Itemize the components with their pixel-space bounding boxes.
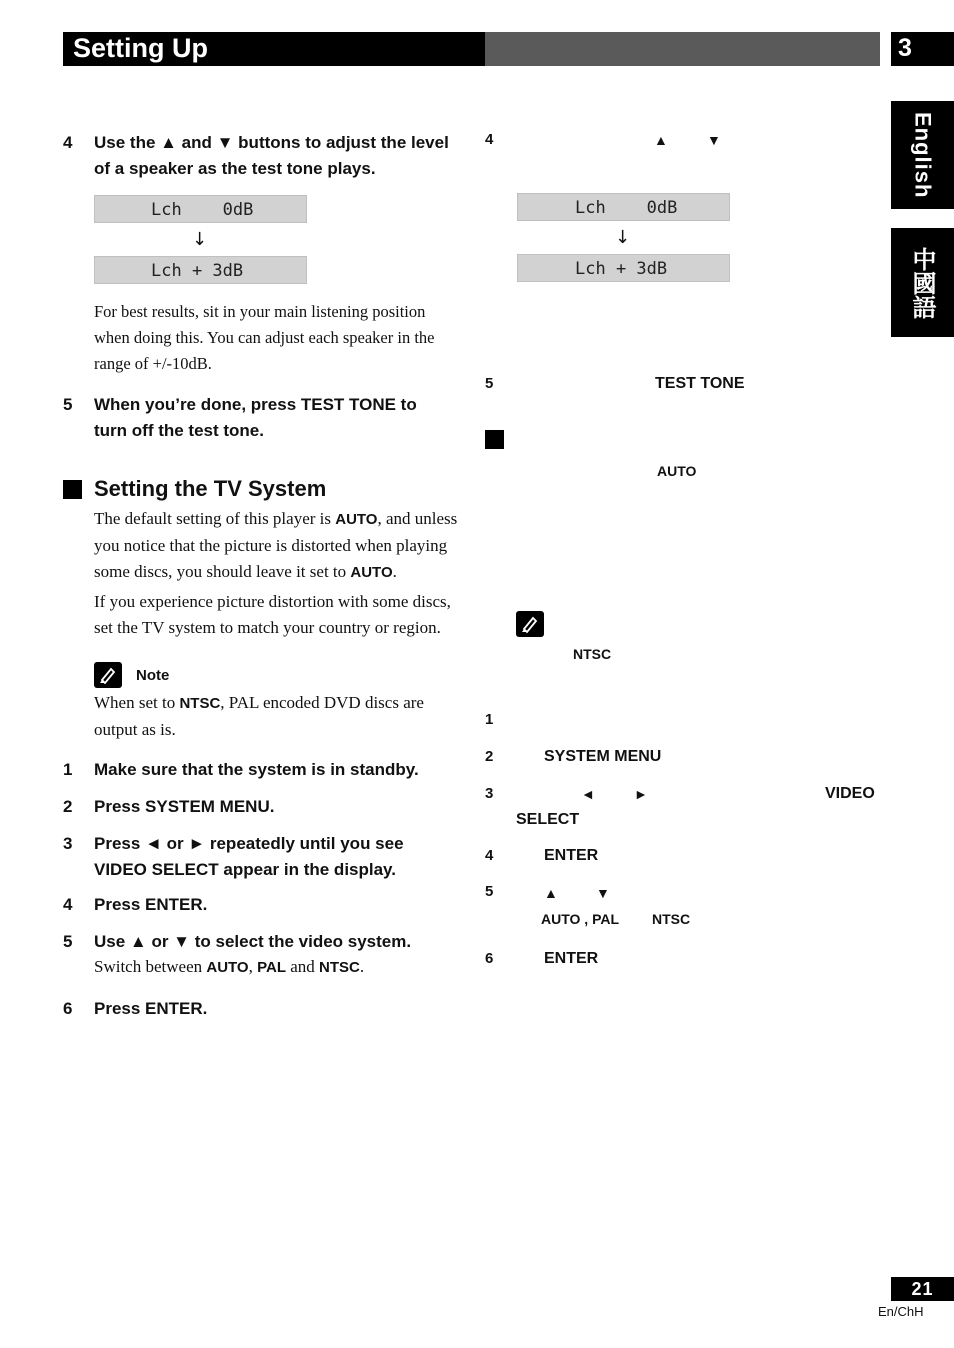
step-text: When you’re done, press TEST TONE to turn off the test tone.	[94, 395, 417, 440]
note-text	[94, 690, 454, 743]
text: , and unless you notice that the picture is distorted when playing some discs, you should leave it set to	[94, 509, 458, 581]
code-pal: PAL	[257, 959, 286, 976]
text: The default setting of this player is	[94, 509, 336, 528]
code-select: SELECT	[516, 811, 580, 828]
code-video: VIDEO	[825, 785, 875, 802]
up-triangle-icon: ▲	[544, 885, 558, 901]
section-marker	[485, 430, 504, 449]
text: , PAL encoded DVD discs are output as is.	[94, 693, 424, 739]
note-pencil-icon	[516, 611, 544, 637]
right-triangle-icon: ►	[634, 786, 648, 802]
code-system-menu: SYSTEM MENU	[544, 748, 662, 765]
up-triangle-icon: ▲	[654, 132, 668, 148]
step-number: 3	[63, 834, 73, 853]
left-triangle-icon: ◄	[581, 786, 595, 802]
paragraph: If you experience picture distortion with some discs, set the TV system to match your country or region.	[94, 592, 451, 637]
header-bar-gray	[485, 32, 880, 66]
step-text: Press ENTER.	[94, 895, 208, 914]
language-code: En/ChH	[878, 1304, 924, 1319]
step-number: 4	[63, 895, 73, 914]
code-test-tone: TEST TONE	[655, 375, 745, 392]
code-ntsc: NTSC	[179, 695, 221, 712]
step-number: 6	[485, 950, 494, 967]
down-triangle-icon: ▼	[707, 132, 721, 148]
section-marker	[63, 480, 82, 499]
step-number: 3	[485, 785, 494, 802]
switch-text	[94, 954, 459, 981]
tip-text: For best results, sit in your main listening position when doing this. You can adjust each speaker in the range of +/-10dB.	[94, 302, 435, 373]
code-auto: AUTO	[335, 511, 378, 528]
code-auto: AUTO	[657, 463, 697, 479]
tab-english-label: English	[910, 111, 936, 199]
code-ntsc: NTSC	[573, 646, 612, 662]
text: .	[359, 957, 365, 976]
text: .	[392, 562, 397, 581]
step-number: 2	[63, 797, 73, 816]
note-label: Note	[136, 667, 170, 684]
step-number: 5	[63, 395, 73, 414]
step-number: 4	[63, 133, 73, 152]
step-number: 2	[485, 748, 494, 765]
step-number: 1	[485, 711, 494, 728]
down-arrow-icon: ↓	[615, 227, 631, 248]
step-number: 5	[485, 883, 494, 900]
step-text: Make sure that the system is in standby.	[94, 760, 419, 779]
tab-english	[891, 101, 954, 209]
tab-chinese	[891, 228, 954, 337]
lcd-display-before: Lch 0dB	[94, 195, 307, 223]
step-text: Press ◄ or ► repeatedly until you see VIDEO SELECT appear in the display.	[94, 834, 404, 879]
step-number: 6	[63, 999, 73, 1018]
step-number: 4	[485, 847, 494, 864]
code-enter: ENTER	[544, 847, 599, 864]
down-triangle-icon: ▼	[596, 885, 610, 901]
text: When set to	[94, 693, 180, 712]
step-number: 5	[485, 375, 494, 392]
lcd-display-before: Lch 0dB	[517, 193, 730, 221]
step-text: Press ENTER.	[94, 999, 208, 1018]
step-number: 4	[485, 131, 494, 148]
text: Switch between	[94, 957, 207, 976]
text: and	[285, 957, 320, 976]
code-auto: AUTO	[206, 959, 249, 976]
page-number: 21	[911, 1279, 934, 1299]
step-text: Use ▲ or ▼ to select the video system.	[94, 932, 412, 951]
lcd-display-after: Lch + 3dB	[517, 254, 730, 282]
note-pencil-icon	[94, 662, 122, 688]
tab-chinese-label: 中國語	[908, 246, 936, 319]
chapter-number: 3	[898, 34, 912, 62]
step-text: Press SYSTEM MENU.	[94, 797, 275, 816]
text: ,	[248, 957, 258, 976]
code-ntsc: NTSC	[319, 959, 360, 976]
page-title: Setting Up	[73, 33, 208, 63]
step-text: Use the ▲ and ▼ buttons to adjust the level of a speaker as the test tone plays.	[94, 133, 449, 178]
down-arrow-icon: ↓	[192, 229, 208, 250]
step-number: 1	[63, 760, 73, 779]
step-number: 5	[63, 932, 73, 951]
paragraph	[94, 506, 459, 586]
code-auto: AUTO	[350, 564, 393, 581]
lcd-display-after: Lch + 3dB	[94, 256, 307, 284]
code-ntsc: NTSC	[652, 911, 691, 927]
section-title: Setting the TV System	[94, 476, 327, 501]
code-enter: ENTER	[544, 950, 599, 967]
code-auto-pal: AUTO , PAL	[541, 911, 620, 927]
